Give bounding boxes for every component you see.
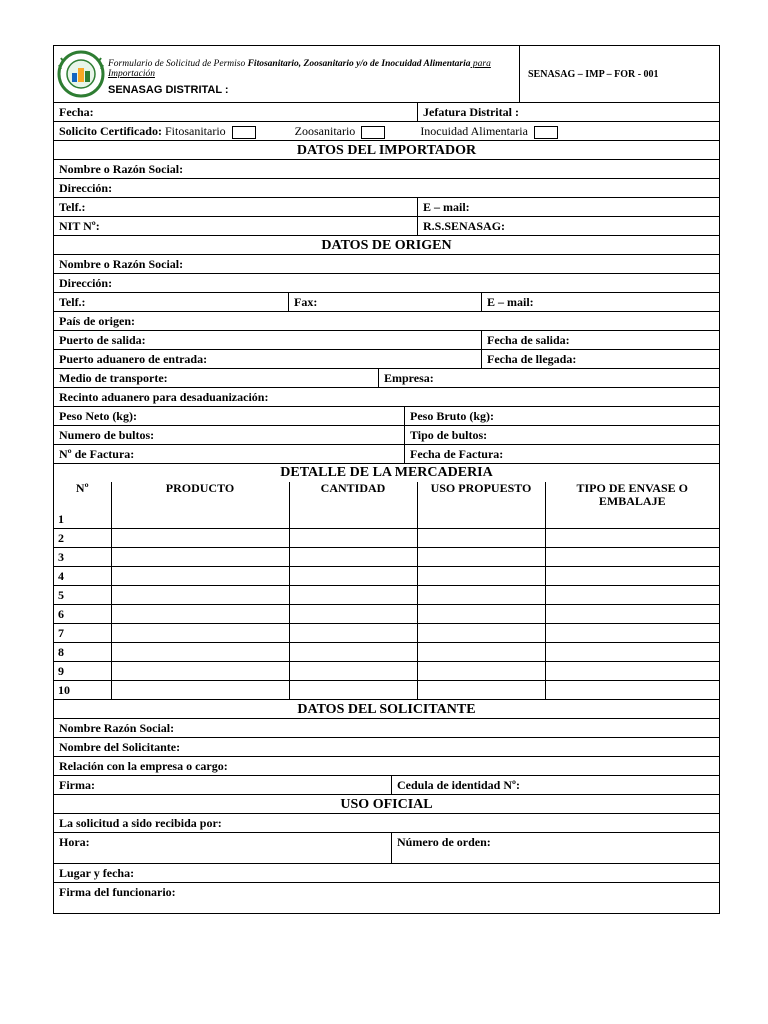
col-header-numero: Nº	[54, 482, 111, 510]
origen-tipo-bultos-field[interactable]: Tipo de bultos:	[404, 426, 719, 444]
uso-cell[interactable]	[417, 643, 545, 662]
cantidad-cell[interactable]	[289, 529, 417, 548]
form-title	[108, 59, 518, 79]
origen-email-field[interactable]: E – mail:	[481, 293, 719, 311]
fecha-row	[54, 103, 719, 122]
importador-nombre-field[interactable]: Nombre o Razón Social:	[59, 162, 184, 176]
uso-cell[interactable]	[417, 548, 545, 567]
origen-bultos-field[interactable]: Numero de bultos:	[59, 428, 155, 442]
col-header-envase: TIPO DE ENVASE O EMBALAJE	[545, 482, 719, 510]
solicitante-firma-row	[54, 776, 719, 795]
envase-cell[interactable]	[545, 605, 719, 624]
row-number: 4	[54, 567, 111, 586]
header-left	[54, 46, 519, 102]
fecha-field[interactable]: Fecha:	[59, 105, 94, 119]
goods-table	[54, 482, 719, 699]
uso-cell[interactable]	[417, 662, 545, 681]
importador-nombre-row	[54, 160, 719, 179]
uso-cell[interactable]	[417, 681, 545, 700]
import-permit-form	[53, 45, 720, 914]
cantidad-cell[interactable]	[289, 624, 417, 643]
row-number: 7	[54, 624, 111, 643]
checkbox-zoosanitario[interactable]	[361, 126, 385, 139]
col-header-uso: USO PROPUESTO	[417, 482, 545, 510]
envase-cell[interactable]	[545, 548, 719, 567]
row-number: 8	[54, 643, 111, 662]
envase-cell[interactable]	[545, 662, 719, 681]
section-oficial-title: USO OFICIAL	[54, 795, 719, 814]
table-row	[54, 624, 719, 643]
form-title-prefix: Formulario de Solicitud de Permiso	[108, 59, 248, 69]
producto-cell[interactable]	[111, 586, 289, 605]
option-fitosanitario-label: Fitosanitario	[164, 124, 226, 138]
envase-cell[interactable]	[545, 643, 719, 662]
envase-cell[interactable]	[545, 681, 719, 700]
senasag-logo	[57, 49, 105, 99]
envase-cell[interactable]	[545, 586, 719, 605]
oficial-hora-row	[54, 833, 719, 864]
cantidad-cell[interactable]	[289, 510, 417, 529]
origen-factura-field[interactable]: Nº de Factura:	[59, 447, 135, 461]
origen-recinto-field[interactable]: Recinto aduanero para desaduanización:	[59, 390, 269, 404]
form-title-suffix: para Importación	[108, 59, 491, 79]
producto-cell[interactable]	[111, 605, 289, 624]
producto-cell[interactable]	[111, 510, 289, 529]
table-row	[54, 681, 719, 700]
checkbox-fitosanitario[interactable]	[232, 126, 256, 139]
col-header-producto: PRODUCTO	[111, 482, 289, 510]
oficial-firma-field[interactable]: Firma del funcionario:	[59, 885, 176, 899]
solicitante-relacion-field[interactable]: Relación con la empresa o cargo:	[59, 759, 228, 773]
table-row	[54, 586, 719, 605]
origen-puerto-salida-row	[54, 331, 719, 350]
row-number: 5	[54, 586, 111, 605]
solicitante-firma-field[interactable]: Firma:	[59, 778, 95, 792]
cantidad-cell[interactable]	[289, 567, 417, 586]
table-row	[54, 662, 719, 681]
origen-fax-field[interactable]: Fax:	[288, 293, 481, 311]
origen-medio-row	[54, 369, 719, 388]
solicitante-razon-row	[54, 719, 719, 738]
cantidad-cell[interactable]	[289, 681, 417, 700]
origen-direccion-row	[54, 274, 719, 293]
solicitante-relacion-row	[54, 757, 719, 776]
jefatura-field[interactable]: Jefatura Distrital :	[417, 103, 719, 121]
envase-cell[interactable]	[545, 567, 719, 586]
producto-cell[interactable]	[111, 643, 289, 662]
origen-peso-row	[54, 407, 719, 426]
oficial-firma-row	[54, 883, 719, 913]
origen-peso-neto-field[interactable]: Peso Neto (kg):	[59, 409, 137, 423]
origen-bultos-row	[54, 426, 719, 445]
solicitante-razon-field[interactable]: Nombre Razón Social:	[59, 721, 175, 735]
origen-pais-row	[54, 312, 719, 331]
uso-cell[interactable]	[417, 624, 545, 643]
table-row	[54, 510, 719, 529]
origen-fecha-salida-field[interactable]: Fecha de salida:	[481, 331, 719, 349]
cantidad-cell[interactable]	[289, 643, 417, 662]
origen-fecha-factura-field[interactable]: Fecha de Factura:	[404, 445, 719, 463]
oficial-lugar-field[interactable]: Lugar y fecha:	[59, 866, 135, 880]
goods-header-row	[54, 482, 719, 510]
solicitante-nombre-row	[54, 738, 719, 757]
producto-cell[interactable]	[111, 662, 289, 681]
origen-telf-field[interactable]: Telf.:	[59, 295, 86, 309]
senasag-distrital-label: SENASAG DISTRITAL :	[108, 84, 229, 96]
row-number: 1	[54, 510, 111, 529]
uso-cell[interactable]	[417, 586, 545, 605]
origen-recinto-row	[54, 388, 719, 407]
solicito-label: Solicito Certificado:	[59, 124, 162, 138]
uso-cell[interactable]	[417, 529, 545, 548]
producto-cell[interactable]	[111, 548, 289, 567]
envase-cell[interactable]	[545, 510, 719, 529]
origen-puerto-entrada-row	[54, 350, 719, 369]
oficial-lugar-row	[54, 864, 719, 883]
form-title-bold: Fitosanitario, Zoosanitario y/o de Inocuidad Alimentaria	[247, 59, 471, 69]
uso-cell[interactable]	[417, 567, 545, 586]
form-code: SENASAG – IMP – FOR - 001	[519, 46, 719, 102]
oficial-recibida-row	[54, 814, 719, 833]
checkbox-inocuidad[interactable]	[534, 126, 558, 139]
uso-cell[interactable]	[417, 510, 545, 529]
origen-puerto-entrada-field[interactable]: Puerto aduanero de entrada:	[59, 352, 208, 366]
importador-direccion-field[interactable]: Dirección:	[59, 181, 113, 195]
importador-direccion-row	[54, 179, 719, 198]
row-number: 10	[54, 681, 111, 700]
origen-factura-row	[54, 445, 719, 464]
mercaderia-table-row	[54, 482, 719, 700]
cantidad-cell[interactable]	[289, 605, 417, 624]
oficial-numero-orden-field[interactable]: Número de orden:	[391, 833, 719, 863]
producto-cell[interactable]	[111, 567, 289, 586]
oficial-hora-field[interactable]: Hora:	[59, 835, 90, 849]
origen-direccion-field[interactable]: Dirección:	[59, 276, 113, 290]
uso-cell[interactable]	[417, 605, 545, 624]
section-origen-title: DATOS DE ORIGEN	[54, 236, 719, 255]
producto-cell[interactable]	[111, 529, 289, 548]
section-solicitante-title: DATOS DEL SOLICITANTE	[54, 700, 719, 719]
section-mercaderia-title: DETALLE DE LA MERCADERIA	[280, 465, 493, 480]
section-importador-title: DATOS DEL IMPORTADOR	[54, 141, 719, 160]
importador-telf-field[interactable]: Telf.:	[59, 200, 86, 214]
origen-nombre-field[interactable]: Nombre o Razón Social:	[59, 257, 184, 271]
table-row	[54, 548, 719, 567]
table-row	[54, 529, 719, 548]
importador-email-field[interactable]: E – mail:	[417, 198, 719, 216]
cantidad-cell[interactable]	[289, 662, 417, 681]
origen-medio-field[interactable]: Medio de transporte:	[59, 371, 168, 385]
origen-empresa-field[interactable]: Empresa:	[378, 369, 719, 387]
solicito-row	[54, 122, 719, 141]
envase-cell[interactable]	[545, 529, 719, 548]
row-number: 9	[54, 662, 111, 681]
solicito-field	[54, 122, 719, 140]
origen-fecha-llegada-field[interactable]: Fecha de llegada:	[481, 350, 719, 368]
cantidad-cell[interactable]	[289, 586, 417, 605]
row-number: 3	[54, 548, 111, 567]
importador-rs-field[interactable]: R.S.SENASAG:	[417, 217, 719, 235]
origen-pais-field[interactable]: País de origen:	[59, 314, 135, 328]
importador-nit-row	[54, 217, 719, 236]
row-number: 2	[54, 529, 111, 548]
option-inocuidad-label: Inocuidad Alimentaria	[420, 124, 528, 138]
envase-cell[interactable]	[545, 624, 719, 643]
oficial-recibida-field[interactable]: La solicitud a sido recibida por:	[59, 816, 222, 830]
col-header-cantidad: CANTIDAD	[289, 482, 417, 510]
table-row	[54, 643, 719, 662]
origen-peso-bruto-field[interactable]: Peso Bruto (kg):	[404, 407, 719, 425]
table-row	[54, 605, 719, 624]
origen-nombre-row	[54, 255, 719, 274]
importador-telf-row	[54, 198, 719, 217]
cantidad-cell[interactable]	[289, 548, 417, 567]
row-number: 6	[54, 605, 111, 624]
producto-cell[interactable]	[111, 624, 289, 643]
solicitante-cedula-field[interactable]: Cedula de identidad Nº:	[391, 776, 719, 794]
table-row	[54, 567, 719, 586]
origen-puerto-salida-field[interactable]: Puerto de salida:	[59, 333, 146, 347]
importador-nit-field[interactable]: NIT Nº:	[59, 219, 100, 233]
producto-cell[interactable]	[111, 681, 289, 700]
solicitante-nombre-field[interactable]: Nombre del Solicitante:	[59, 740, 181, 754]
option-zoosanitario-label: Zoosanitario	[294, 124, 356, 138]
form-header	[54, 46, 719, 103]
origen-telf-row	[54, 293, 719, 312]
